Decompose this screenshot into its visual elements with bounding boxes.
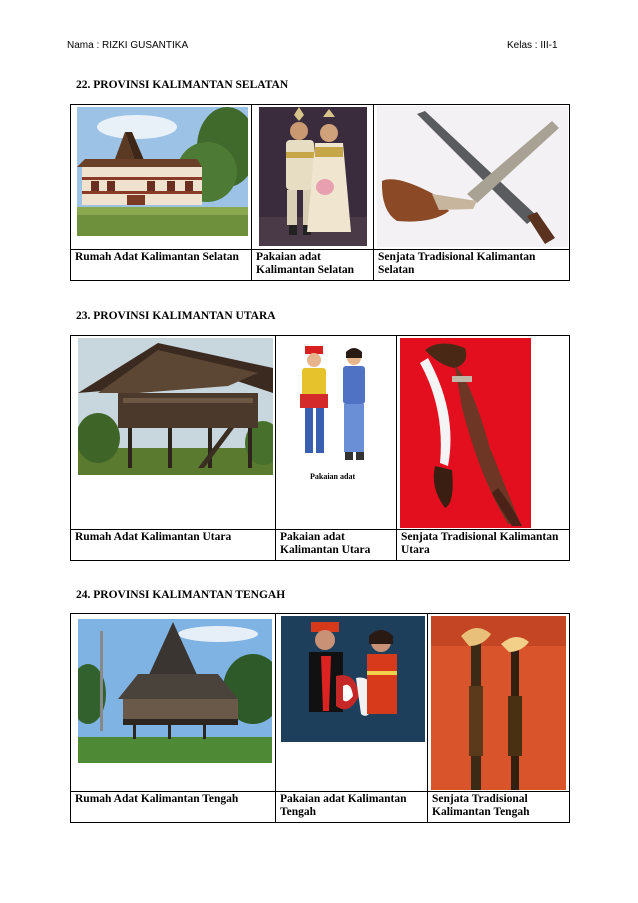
section-23-weapon-cell	[397, 336, 570, 530]
pakaian-adat-photo-label: Pakaian adat	[310, 472, 356, 481]
rumah-betang-photo	[78, 619, 272, 763]
senjata-banjar-photo	[377, 106, 568, 247]
senjata-kalteng-photo	[431, 616, 566, 790]
section-23-clothing-cell	[276, 336, 397, 530]
section-24-house-cell	[71, 614, 276, 792]
pakaian-adat-kaltara-photo	[288, 338, 384, 488]
section-24-title: 24. PROVINSI KALIMANTAN TENGAH	[76, 589, 286, 601]
mandau-kaltara-photo	[400, 338, 531, 528]
section-22-house-cell	[71, 105, 252, 250]
caption-rumah-adat-kaltara: Rumah Adat Kalimantan Utara	[71, 530, 276, 561]
caption-rumah-adat-kalsel: Rumah Adat Kalimantan Selatan	[71, 250, 252, 281]
section-24-weapon-cell	[428, 614, 570, 792]
caption-senjata-kaltara: Senjata Tradisional Kalimantan Utara	[397, 530, 570, 561]
section-23-title: 23. PROVINSI KALIMANTAN UTARA	[76, 310, 276, 322]
section-22-table	[70, 104, 570, 281]
rumah-adat-kaltara-photo	[78, 338, 273, 475]
caption-pakaian-adat-kalsel: Pakaian adat Kalimantan Selatan	[252, 250, 374, 281]
section-22-title: 22. PROVINSI KALIMANTAN SELATAN	[76, 79, 289, 91]
caption-rumah-adat-kalteng: Rumah Adat Kalimantan Tengah	[71, 792, 276, 823]
section-24-table	[70, 613, 570, 823]
section-22-clothing-cell	[252, 105, 374, 250]
header-class: Kelas : III-1	[507, 40, 558, 51]
pakaian-adat-banjar-photo	[259, 107, 367, 246]
section-23-house-cell	[71, 336, 276, 530]
caption-pakaian-adat-kalteng: Pakaian adat Kalimantan Tengah	[276, 792, 428, 823]
header-name: Nama : RIZKI GUSANTIKA	[67, 40, 189, 51]
rumah-adat-banjar-photo	[77, 107, 248, 236]
section-24-clothing-cell	[276, 614, 428, 792]
caption-senjata-kalsel: Senjata Tradisional Kalimantan Selatan	[374, 250, 570, 281]
caption-pakaian-adat-kaltara: Pakaian adat Kalimantan Utara	[276, 530, 397, 561]
pakaian-adat-kalteng-photo	[281, 616, 425, 742]
section-23-table	[70, 335, 570, 561]
section-22-weapon-cell	[374, 105, 570, 250]
caption-senjata-kalteng: Senjata Tradisional Kalimantan Tengah	[428, 792, 570, 823]
